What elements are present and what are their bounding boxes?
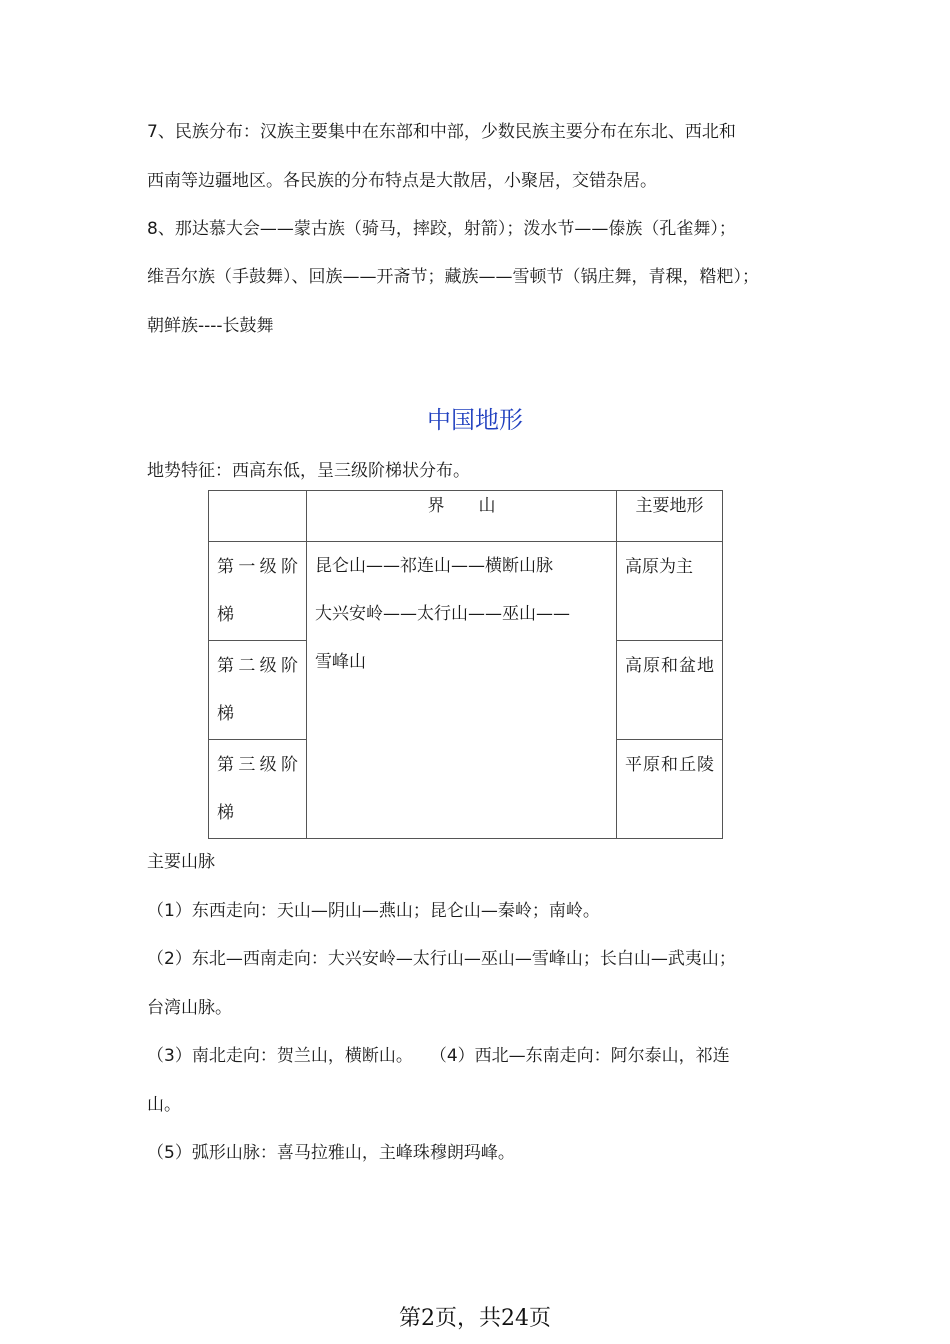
page-footer: 第2页，共24页 [399, 1306, 551, 1331]
step-name-cell: 第二级阶梯 [209, 641, 307, 740]
table-header-row [209, 491, 723, 542]
mountains-line-1: （1）东西走向：天山—阴山—燕山；昆仑山—秦岭；南岭。 [147, 901, 600, 921]
header-cell-empty [209, 491, 307, 542]
mountains-line-3a: （3）南北走向：贺兰山，横断山。 （4）西北—东南走向：阿尔泰山，祁连 [147, 1046, 730, 1066]
boundary-mountains-cell [307, 542, 617, 839]
table-row [209, 542, 723, 641]
main-terrain-cell: 高原为主 [617, 542, 723, 641]
section-title: 中国地形 [427, 406, 523, 434]
terrain-steps-table [208, 490, 723, 839]
boundary-line: 昆仑山——祁连山——横断山脉 [315, 556, 553, 576]
paragraph-7-line-2: 西南等边疆地区。各民族的分布特点是大散居，小聚居，交错杂居。 [147, 171, 657, 191]
mountains-line-3b: 山。 [147, 1095, 181, 1115]
header-cell-boundary-mountains: 界 山 [307, 491, 617, 542]
step-name-cell: 第三级阶梯 [209, 740, 307, 839]
paragraph-8-line-3: 朝鲜族----长鼓舞 [147, 316, 274, 336]
mountains-line-2b: 台湾山脉。 [147, 998, 232, 1018]
mountains-line-5: （5）弧形山脉：喜马拉雅山，主峰珠穆朗玛峰。 [147, 1143, 515, 1163]
boundary-line: 雪峰山 [315, 652, 366, 672]
paragraph-8-line-1: 8、那达慕大会——蒙古族（骑马，摔跤，射箭）；泼水节——傣族（孔雀舞）； [147, 219, 736, 239]
main-terrain-cell: 高原和盆地 [617, 641, 723, 740]
paragraph-8-line-2: 维吾尔族（手鼓舞）、回族——开斋节；藏族——雪顿节（锅庄舞，青稞，糌粑）； [147, 267, 759, 287]
boundary-line: 大兴安岭——太行山——巫山—— [315, 604, 570, 624]
paragraph-7-line-1: 7、民族分布：汉族主要集中在东部和中部，少数民族主要分布在东北、西北和 [147, 122, 736, 142]
mountains-heading: 主要山脉 [147, 852, 215, 872]
mountains-line-2a: （2）东北—西南走向：大兴安岭—太行山—巫山—雪峰山；长白山—武夷山； [147, 949, 736, 969]
main-terrain-cell: 平原和丘陵 [617, 740, 723, 839]
step-name-cell: 第一级阶梯 [209, 542, 307, 641]
terrain-feature-text: 地势特征：西高东低，呈三级阶梯状分布。 [147, 461, 470, 481]
header-cell-main-terrain: 主要地形 [617, 491, 723, 542]
